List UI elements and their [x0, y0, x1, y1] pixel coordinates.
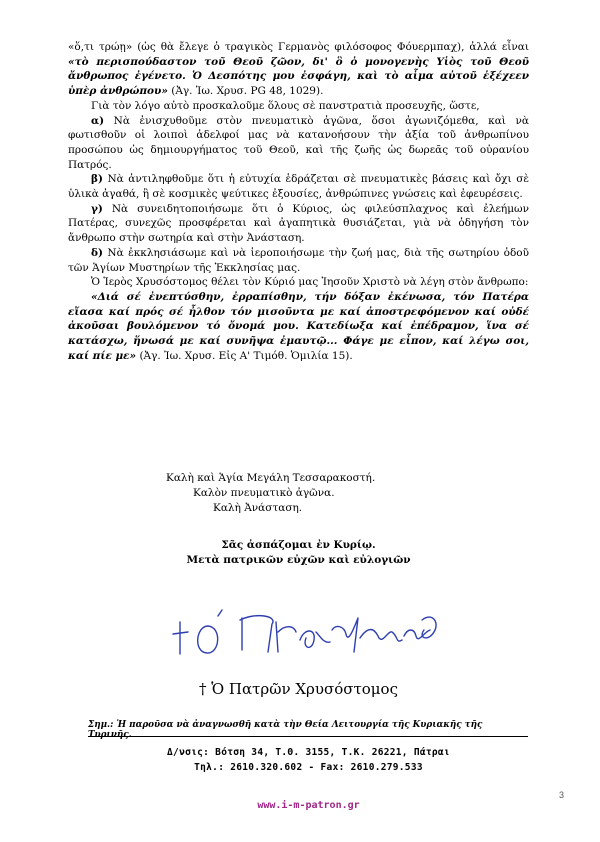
address-line: Δ/νσις: Βότση 34, Τ.Θ. 3155, Τ.Κ. 26221, Πάτραι — [167, 747, 450, 758]
paragraph-3: Ὁ Ἱερὸς Χρυσόστομος θέλει τὸν Κύριό μας Ἰησοῦν Χριστὸ νὰ λέγη στὸν ἄνθρωπο: — [91, 276, 529, 289]
closing-line-2: Καλὸν πνευματικὸ ἀγῶνα. — [193, 487, 335, 499]
body-text — [68, 40, 529, 363]
page-number: 3 — [559, 790, 565, 800]
point-d — [68, 246, 529, 275]
point-d-label: δ) — [91, 246, 103, 259]
closing-wishes — [68, 471, 529, 516]
note-label: Σημ.: — [88, 720, 114, 730]
point-b — [68, 172, 529, 201]
website-link[interactable]: www.i-m-patron.gr — [257, 800, 360, 811]
point-c — [68, 202, 529, 246]
divider — [88, 736, 528, 737]
chrysostom-quote-2: «Διά σέ ἐνεπτύσθην, ἐρραπίσθην, τήν δόξαν ἐκένωσα, τόν Πατέρα εἴασα καί πρός σέ ἦλθον τόν μισοῦντα με καί ἀποστρεφόμενον καί οὐδέ ἀκοῦσαι βουλόμενον τό ὄνομά μου. Κατεδίωξα καί ἐπέδραμον, ἵνα σέ κατάσχω, ἥνωσά με καί συνῆψα ἐμαυτῷ... Φάγε με εἶπον, καί λέγω σοι, καί πίε με» — [68, 290, 529, 362]
citation-1: (Ἀγ. Ἰω. Χρυσ. PG 48, 1029). — [167, 85, 324, 98]
note-text: Ἡ παροῦσα νὰ ἀναγνωσθῆ κατὰ τὴν Θεία Λειτουργία τῆς Κυριακῆς τῆς Τυρινῆς. — [88, 720, 483, 740]
handwritten-signature — [160, 582, 450, 662]
paragraph-2: Γιὰ τὸν λόγο αὐτὸ προσκαλοῦμε ὅλους σὲ πανστρατιὰ προσευχῆς, ὥστε, — [91, 99, 480, 112]
closing-line-3: Καλὴ Ἀνάσταση. — [213, 502, 303, 514]
greeting — [68, 538, 529, 568]
phone-fax-line: Τηλ.: 2610.320.602 - Fax: 2610.279.533 — [194, 762, 423, 773]
point-d-text: Νὰ ἐκκλησιάσωμε καὶ νὰ ἱεροποιήσωμε τὴν ζωή μας, διὰ τῆς σωτηρίου ὁδοῦ τῶν Ἁγίων Μυστηρίων τῆς Ἐκκλησίας μας. — [68, 246, 529, 274]
point-c-text: Νὰ συνειδητοποιήσωμε ὅτι ὁ Κύριος, ὡς φιλεύσπλαχνος καὶ ἐλεήμων Πατέρας, συνεχῶς προσφέρεται καὶ ἀγαπητικὰ θυσιάζεται, γιὰ νὰ ὁδηγήση τὸν ἄνθρωπο στὴν σωτηρία καὶ στὴν Ἀνάσταση. — [68, 202, 529, 245]
paragraph-1-text: «ὅ,τι τρώῃ» (ὡς θὰ ἔλεγε ὁ τραγικὸς Γερμανὸς φιλόσοφος Φόυερμπαχ), ἀλλά εἶναι — [68, 41, 529, 53]
point-b-text: Νὰ ἀντιληφθοῦμε ὅτι ἡ εὐτυχία ἑδράζεται σὲ πνευματικὲς βάσεις καὶ ὄχι σὲ ὑλικὰ ἀγαθά, ἢ σὲ κοσμικὲς ψεύτικες ἐξουσίες, ἀνθρώπινες γνώσεις καὶ ἐφευρέσεις. — [68, 173, 529, 201]
point-a-text: Νὰ ἐνισχυθοῦμε στὸν πνευματικὸ ἀγῶνα, ὅσοι ἀγωνιζόμεθα, καὶ νὰ φωτισθοῦν οἱ λοιποὶ ἀδελφοί μας νὰ κατανοήσουν τὴν ἀξία τοῦ ἀνθρωπίνου προσώπου ὡς δημιουργήματος τοῦ Θεοῦ, καὶ τῆς ζωῆς ὡς δωρεᾶς τοῦ οὐρανίου Πατρός. — [68, 114, 529, 171]
paragraph-4 — [68, 290, 529, 364]
contact-address — [88, 745, 529, 775]
citation-2: (Ἀγ. Ἰω. Χρυσ. Εἰς Α' Τιμόθ. Ὁμιλία 15). — [136, 349, 353, 362]
point-a — [68, 114, 529, 173]
chrysostom-quote-1: «τὸ περισπούδαστον τοῦ Θεοῦ ζῶον, δι' ὃ ὁ μονογενὴς Υἱὸς τοῦ Θεοῦ ἄνθρωπος ἐγένετο. Ὁ Δεσπότης μου ἐσφάγη, καὶ τὸ αἷμα αὐτοῦ ἐξέχεεν ὑπὲρ ἀνθρώπου» — [68, 55, 529, 98]
point-c-label: γ) — [91, 202, 103, 215]
note — [88, 720, 529, 740]
paragraph-1 — [68, 40, 529, 99]
greeting-line-1: Σᾶς ἀσπάζομαι ἐν Κυρίῳ. — [221, 539, 376, 551]
point-b-label: β) — [91, 173, 103, 186]
greeting-line-2: Μετὰ πατρικῶν εὐχῶν καὶ εὐλογιῶν — [186, 554, 411, 566]
point-a-label: α) — [91, 114, 105, 127]
closing-line-1: Καλὴ καὶ Ἁγία Μεγάλη Τεσσαρακοστή. — [166, 472, 376, 484]
signer-name: † Ὁ Πατρῶν Χρυσόστομος — [198, 680, 398, 698]
